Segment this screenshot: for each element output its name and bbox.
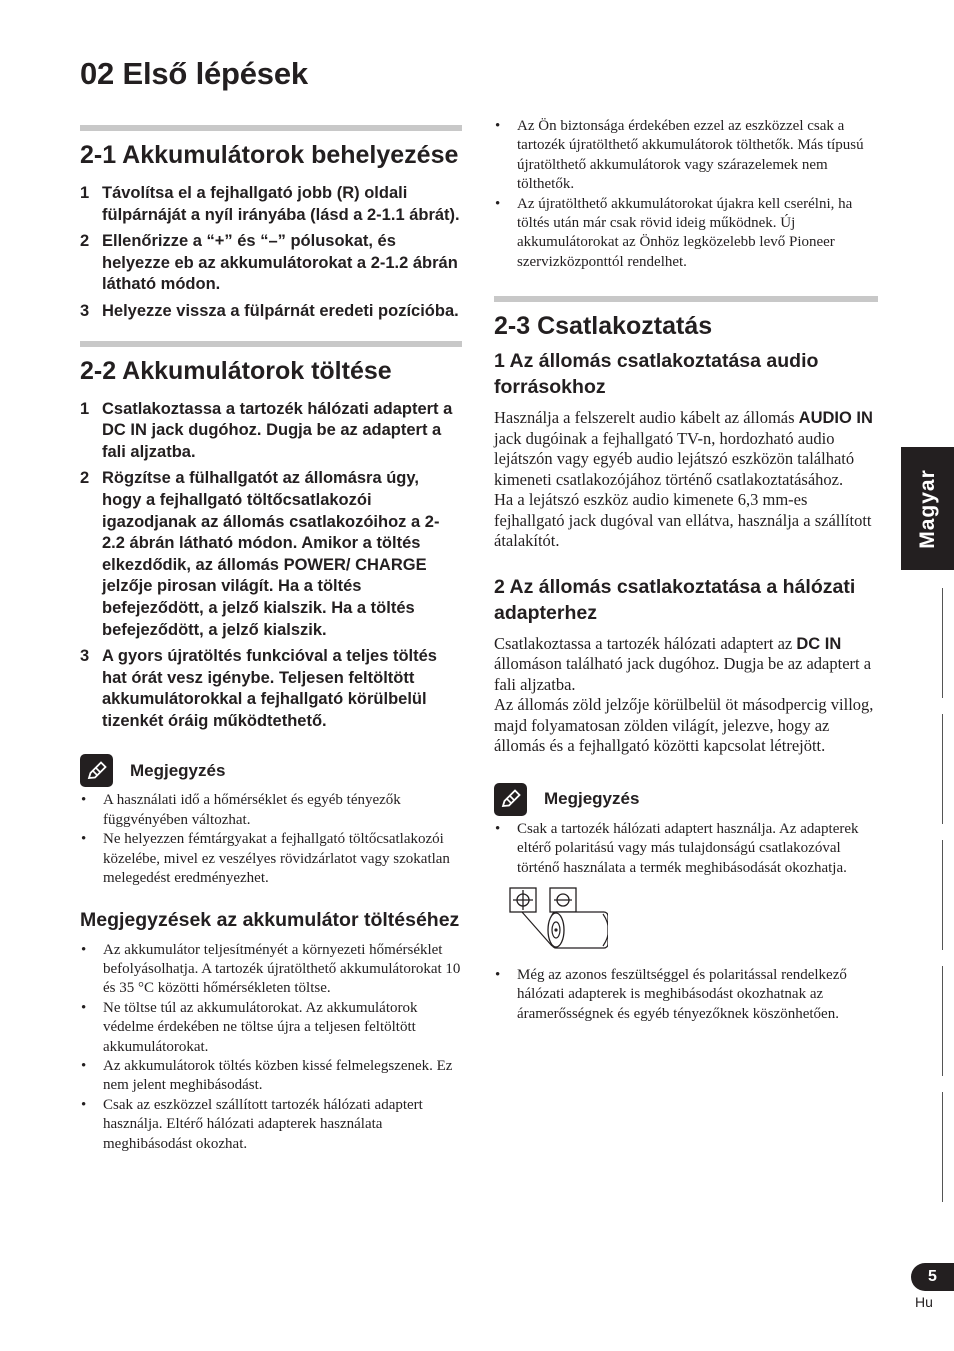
- note-pencil-icon: [494, 783, 527, 816]
- polarity-plug-icon: [508, 886, 608, 956]
- step-item: 2 Rögzítse a fülhallgatót az állomásra úgy, hogy a fejhallgató töltőcsatlakozói igazodjanak az állomás csatlakozóihoz a 2-2.2 ábrán látható módon. Amikor a töltés elkezdődik, az állomás POWER/ CHARGE jelzője pirosan világít. Ha a töltés befejeződött, a jelző kialszik. Ha a töltés befejeződött, a jelző kialszik.: [80, 469, 440, 639]
- list-item: • Ne helyezzen fémtárgyakat a fejhallgató töltőcsatlakozói közelébe, mivel ez veszélyes rövidzárlatot vagy szokatlan melegedést eredményezhet.: [81, 831, 450, 887]
- language-code: Hu: [915, 1294, 933, 1310]
- paragraph: Ha a lejátszó eszköz audio kimenete 6,3 mm-es fejhallgató jack dugóval van ellátva, használja a szállított átalakítót.: [494, 490, 872, 551]
- note-list: [80, 791, 462, 888]
- edge-marker: [942, 966, 943, 1076]
- subsection-title: 1 Az állomás csatlakoztatása audio forrásokhoz: [494, 350, 819, 399]
- edge-marker: [942, 840, 943, 950]
- step-item: 3 A gyors újratöltés funkcióval a teljes töltés hat órát vesz igénybe. Teljesen feltöltött akkumulátorokkal a fejhallgató körülbelül tizenkét óráig működtethető.: [80, 647, 437, 730]
- steps-2-1: [80, 183, 462, 323]
- note-list: [80, 941, 462, 1154]
- subsection-title: 2 Az állomás csatlakoztatása a hálózati adapterhez: [494, 575, 856, 624]
- steps-2-2: [80, 399, 462, 733]
- section-divider: [494, 296, 878, 302]
- list-item: • Az akkumulátorok töltés közben kissé felmelegszenek. Ez nem jelent meghibásodást.: [81, 1057, 453, 1094]
- section-title-2-2: 2-2 Akkumulátorok töltése: [80, 356, 392, 385]
- step-item: 1 Távolítsa el a fejhallgató jobb (R) oldali fülpárnáját a nyíl irányába (lásd a 2-1.1 ábrát).: [80, 184, 460, 224]
- polarity-illustration: [508, 886, 608, 956]
- page-title: 02 Első lépések: [80, 56, 308, 91]
- paragraph: Csatlakoztassa a tartozék hálózati adaptert az DC IN állomáson található jack dugóhoz. Dugja be az adaptert a fali aljzatba.: [494, 633, 872, 694]
- list-item: • Ne töltse túl az akkumulátorokat. Az akkumulátorok védelme érdekében ne töltse újra a teljesen feltöltött akkumulátorokat.: [81, 999, 418, 1055]
- step-item: 1 Csatlakoztassa a tartozék hálózati adaptert a DC IN jack dugóhoz. Dugja be az adaptert a fali aljzatba.: [80, 399, 453, 461]
- list-item: • Az újratölthető akkumulátorokat újakra kell cserélni, ha töltés után már csak rövid ideig működnek. Új akkumulátorokat az Önhöz legközelebb levő Pioneer szervizközponttól rendelhet.: [495, 195, 853, 270]
- note-title: Megjegyzés: [130, 760, 226, 780]
- list-item: • Csak a tartozék hálózati adaptert használja. Az adapterek eltérő polaritású vagy más tulajdonságú csatlakozóval történő használata a termék meghibásodását okozhatja.: [495, 820, 859, 876]
- step-item: 3 Helyezze vissza a fülpárnát eredeti pozícióba.: [80, 301, 459, 320]
- step-item: 2 Ellenőrizze a “+” és “–” pólusokat, és helyezze eb az akkumulátorokat a 2-1.2 ábrán látható módon.: [80, 232, 458, 294]
- note-list: [494, 966, 878, 1024]
- page-number-badge: 5: [911, 1263, 954, 1291]
- left-column: [80, 125, 462, 1154]
- list-item: • Az akkumulátor teljesítményét a környezeti hőmérséklet befolyásolhatja. A tartozék újratölthető akkumulátorokat 10 és 35 °C közötti hőmérsékleten töltse.: [81, 941, 461, 997]
- note-list: [494, 820, 878, 878]
- edge-marker: [942, 588, 943, 698]
- note-header: [494, 783, 878, 816]
- language-side-tab: Magyar: [901, 447, 954, 570]
- note-header: [80, 754, 462, 787]
- paragraph: Használja a felszerelt audio kábelt az állomás AUDIO IN jack dugóinak a fejhallgató TV-n, hordozható audio lejátszón vagy egyéb audio lejátszó eszközön található kimeneti csatlakozójához történő csatlakoztatásához.: [494, 408, 873, 489]
- edge-marker: [942, 714, 943, 824]
- note-title: Megjegyzés: [544, 789, 640, 809]
- list-item: • A használati idő a hőmérséklet és egyéb tényezők függvényében változhat.: [81, 792, 401, 828]
- note-pencil-icon: [80, 754, 113, 787]
- section-divider: [80, 341, 462, 347]
- subsection-title: Megjegyzések az akkumulátor töltéséhez: [80, 908, 460, 931]
- list-item: • Csak az eszközzel szállított tartozék hálózati adaptert használja. Eltérő hálózati adapterek használata meghibásodást okozhat.: [81, 1096, 423, 1152]
- paragraph: Az állomás zöld jelzője körülbelül öt másodpercig villog, majd folyamatosan zölden világít, jelezve, hogy az állomás és a fejhallgató közötti kapcsolat létrejött.: [494, 695, 874, 756]
- list-item: • Még az azonos feszültséggel és polaritással rendelkező hálózati adapterek is meghibásodást okozhatnak az áramerősségnek és egyéb tényezőknek köszönhetően.: [495, 966, 847, 1022]
- section-title-2-3: 2-3 Csatlakoztatás: [494, 312, 713, 341]
- right-column: [494, 117, 878, 1024]
- battery-notes-list: [494, 117, 878, 272]
- section-title-2-1: 2-1 Akkumulátorok behelyezése: [80, 141, 459, 169]
- section-divider: [80, 125, 462, 131]
- list-item: • Az Ön biztonsága érdekében ezzel az eszközzel csak a tartozék újratölthető akkumulátorok tölthetők. Más típusú újratölthető akkumulátorok vagy szárazelemek nem tölthetők.: [495, 118, 864, 193]
- edge-marker: [942, 1092, 943, 1202]
